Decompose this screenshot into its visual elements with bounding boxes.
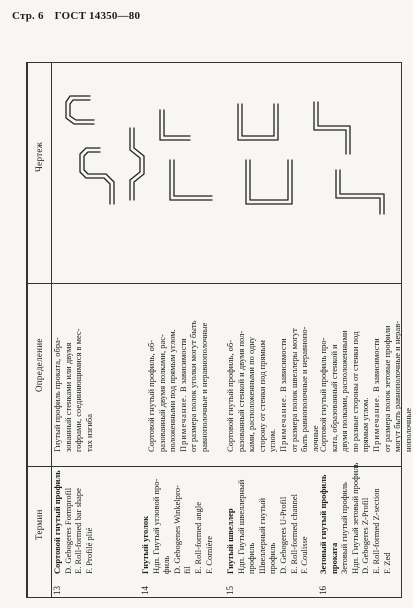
row-15-term-line: Швеллерный гнутый	[256, 497, 267, 574]
row-16-term-line: D. Gebogeres Z-Profil	[360, 497, 371, 574]
row-16-number: 16	[318, 586, 328, 595]
note-line: равнополочные и неравнополочные	[198, 322, 209, 452]
note-label: Примечание.	[277, 394, 288, 452]
definition-line: ката, образованный стенкой и	[328, 344, 339, 452]
note-line: В зависимости	[177, 338, 188, 392]
row-16-term-line: E. Roll-formed Z-section	[370, 488, 381, 574]
column-header-definition: Определение	[34, 338, 44, 392]
row-16-term-line: F. Zed	[381, 552, 392, 574]
row-14-term-line: E. Roll-formed angle	[192, 502, 203, 574]
definition-line: прямым углом.	[360, 397, 371, 452]
column-header-term: Термин	[34, 509, 44, 540]
definition-line: зованный стенками или двумя	[62, 342, 73, 452]
row-13-term-line: D. Gebogeres Formprofil	[62, 487, 73, 574]
row-15-term	[225, 480, 310, 574]
note-label: Примечание.	[370, 394, 381, 452]
note-line: В зависимости	[370, 338, 381, 392]
definition-line: разованный двумя полками, рас-	[156, 334, 167, 452]
standard-code: ГОСТ 14350—80	[54, 10, 141, 22]
definition-line: сторону от стенки под прямым	[256, 340, 267, 452]
row-14-term-line: D. Gebogenes Winkelpro-	[171, 485, 182, 574]
definition-line: Сортовой гнутый профиль, об-	[225, 339, 235, 452]
row-15-term-line: E. Roll-formed channel	[288, 493, 299, 574]
row-13-term	[52, 470, 94, 574]
row-16-term	[318, 463, 392, 574]
row-16-definition	[318, 321, 413, 452]
row-13-term-line: F. Profilé plié	[83, 527, 94, 574]
row-16-term-line: Ндп. Гнутый зетовый профиль	[349, 462, 360, 574]
drawing-z-section	[306, 92, 396, 218]
note-line: нополочные	[402, 407, 413, 452]
drawing-channel	[228, 94, 308, 214]
note-line: могут быть равнополочные и нерав-	[392, 320, 403, 452]
note-label: Примечание.	[177, 394, 188, 452]
row-15-term-line: профиль	[267, 542, 278, 574]
definition-line: разованный стенкой и двумя пол-	[235, 330, 246, 452]
row-13-term-line: E. Roll-formed bar shape	[73, 488, 84, 574]
note-line: от размера полок зетовые профили	[381, 325, 392, 452]
definition-line: Сортовой гнутый профиль, об-	[146, 339, 156, 452]
divider-definition-drawing	[27, 283, 401, 284]
row-15-definition	[225, 327, 320, 452]
page-number: Стр. 6	[12, 10, 44, 22]
definition-line: ками, расположенными по одну	[246, 336, 257, 452]
row-13-number: 13	[52, 586, 62, 595]
row-15-number: 15	[225, 586, 235, 595]
row-14-definition	[146, 320, 210, 452]
row-14-term-line: Ндп. Гнутый угловой про-	[150, 478, 161, 574]
row-14-number: 14	[140, 586, 150, 595]
drawing-bar-shape	[60, 88, 150, 220]
row-14-term-main: Гнутый уголок	[140, 515, 150, 574]
drawing-angle	[150, 100, 222, 210]
page-header	[12, 10, 148, 22]
definition-line: Сортовой гнутый профиль про-	[318, 337, 328, 452]
row-14-term-line: fil	[182, 566, 193, 574]
row-14-term-line: филь	[161, 555, 172, 574]
note-line: от размера полок швеллеры могут	[288, 328, 299, 452]
definition-line: Гнутый профиль проката, обра-	[52, 337, 62, 452]
column-header-drawing: Чертеж	[34, 141, 44, 172]
row-15-term-line: Ндп. Гнутый швеллерный	[235, 479, 246, 574]
row-14-term-line: F. Cornière	[203, 535, 214, 574]
note-line: быть равнополочные и неравнопо-	[299, 326, 310, 452]
row-14-term	[140, 479, 214, 574]
note-line: лочные	[309, 425, 320, 452]
row-16-term-main: Зетовый гнутый профиль	[318, 474, 328, 574]
row-15-term-line: F. Coulisse	[299, 536, 310, 574]
definition-line: по разные стороны от стенки под	[349, 331, 360, 452]
definition-line: двумя полками, расположенными	[339, 330, 350, 452]
row-13-definition	[52, 328, 94, 452]
row-16-term-line: проката	[328, 542, 339, 574]
definition-line: положенными под прямым углом.	[167, 329, 178, 452]
row-13-term-main: Сортовой гнутый профиль	[52, 470, 62, 574]
row-15-term-line: профиль	[246, 542, 257, 574]
row-15-term-main: Гнутый швеллер	[225, 508, 235, 574]
note-line: от размера полок уголки могут быть	[188, 320, 199, 452]
definition-line: тах изгиба	[83, 413, 94, 452]
column-divider	[27, 63, 28, 597]
definition-line: углом.	[267, 428, 278, 452]
row-16-term-line: Зетовый гнутый профиль	[339, 482, 350, 574]
row-15-term-line: D. Gebogeres U-Profil	[277, 496, 288, 574]
note-line: В зависимости	[277, 338, 288, 392]
definition-line: гофрами, соединяющимися в мес-	[73, 328, 84, 452]
